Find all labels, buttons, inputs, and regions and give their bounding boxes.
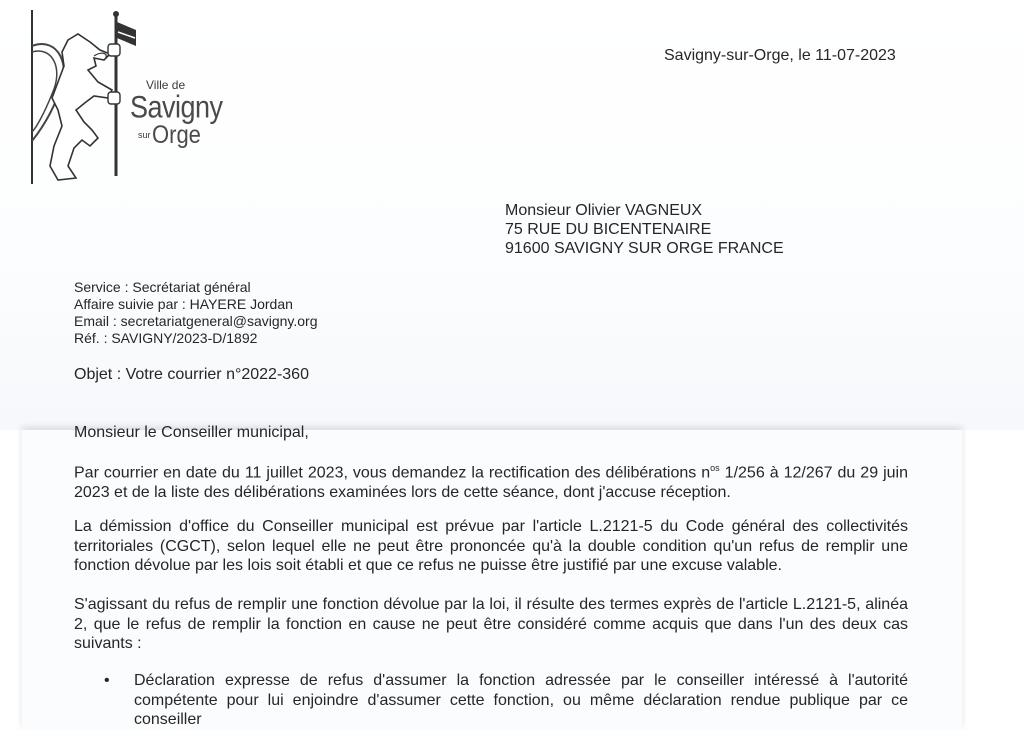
bullet-icon: •: [104, 672, 110, 689]
lion-emblem-icon: [28, 6, 138, 188]
meta-followed-by: Affaire suivie par : HAYERE Jordan: [74, 296, 293, 312]
meta-email: Email : secretariatgeneral@savigny.org: [74, 313, 318, 329]
logo-savigny: Savigny: [130, 90, 223, 125]
place-date: Savigny-sur-Orge, le 11-07-2023: [664, 47, 896, 64]
paragraph-1-text-a: Par courrier en date du 11 juillet 2023, vous demandez la rectification des délibérations n: [74, 464, 711, 482]
recipient-street: 75 RUE DU BICENTENAIRE: [505, 221, 712, 238]
logo-sur: sur: [138, 130, 151, 140]
paragraph-3: S'agissant du refus de remplir une fonction dévolue par la loi, il résulte des termes exprès de l'article L.2121-5, alinéa 2, que le refus de remplir la fonction en cause ne peut être considéré comme acquis que dans l'un des deux cas suivants :: [74, 596, 908, 652]
logo-orge: Orge: [152, 120, 201, 149]
recipient-city: 91600 SAVIGNY SUR ORGE FRANCE: [505, 240, 784, 257]
salutation: Monsieur le Conseiller municipal,: [74, 424, 309, 441]
recipient-address: [505, 201, 784, 258]
paragraph-1-superscript: os: [710, 463, 720, 473]
meta-reference: Réf. : SAVIGNY/2023-D/1892: [74, 330, 258, 346]
meta-service: Service : Secrétariat général: [74, 279, 251, 295]
sender-meta: [74, 279, 318, 347]
paragraph-1-text-b: 1/256 à 12/267 du 29 juin 2023 et de la liste des délibérations examinées lors de cette séance, dont j'accuse réception.: [74, 464, 909, 501]
city-logo: [28, 6, 228, 188]
bullet-text: Déclaration expresse de refus d'assumer la fonction adressée par le conseiller intéressé à l'autorité compétente pour lui enjoindre d'assumer cette fonction, ou même déclaration rendue publique par ce conseiller: [134, 672, 908, 728]
logo-ville-de: Ville de: [146, 78, 186, 92]
letter-subject: Objet : Votre courrier n°2022-360: [74, 366, 309, 383]
paragraph-1: [74, 459, 908, 502]
recipient-name: Monsieur Olivier VAGNEUX: [505, 202, 703, 219]
paragraph-2: La démission d'office du Conseiller municipal est prévue par l'article L.2121-5 du Code général des collectivités territoriales (CGCT), selon lequel elle ne peut être prononcée qu'à la double condition qu'un refus de remplir une fonction dévolue par les lois soit établi et que ce refus ne puisse être justifié par une excuse valable.: [74, 518, 908, 574]
